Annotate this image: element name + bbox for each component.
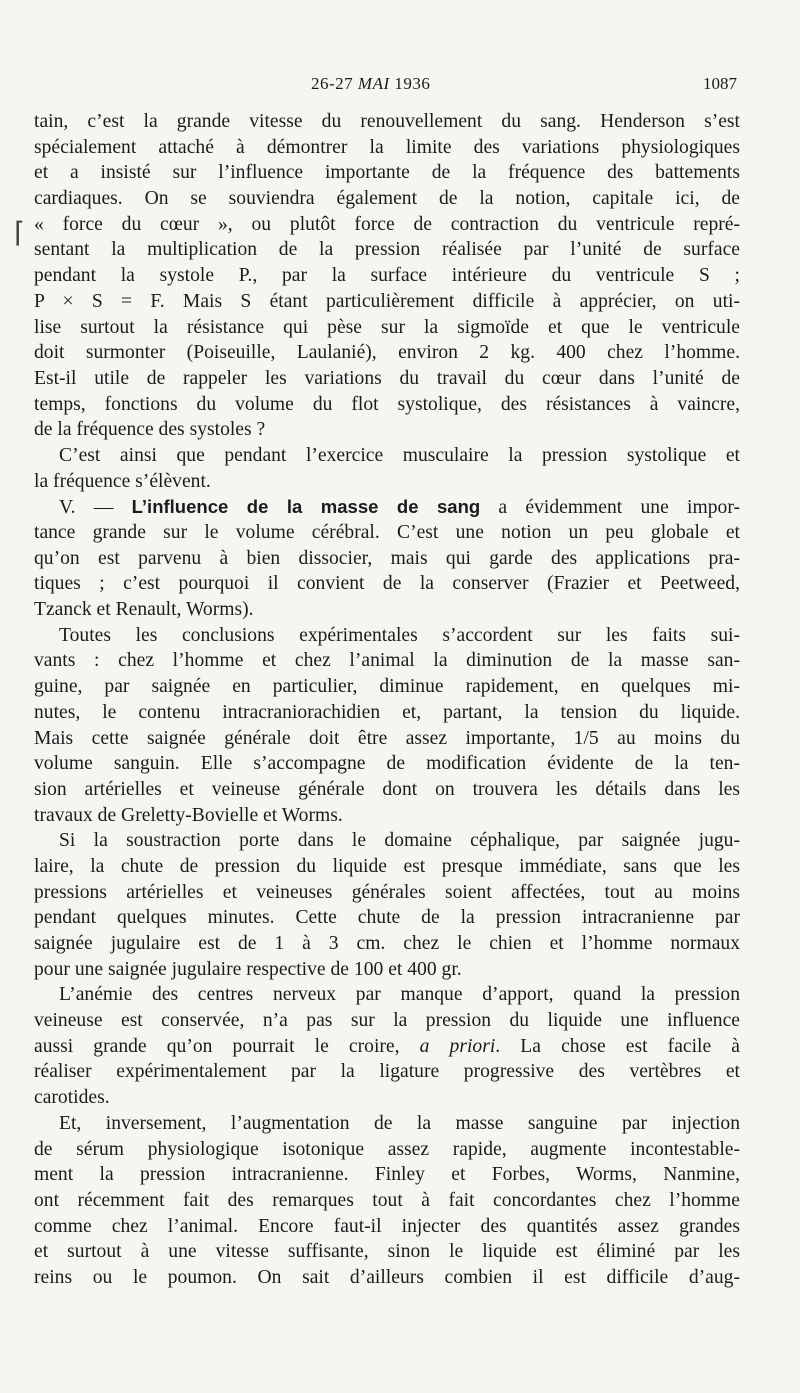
text-line: spécialement attaché à démontrer la limite des variations physiologiques: [34, 136, 740, 158]
text-line: pendant la systole P., par la surface intérieure du ventricule S ;: [34, 265, 740, 287]
text-line: de la fréquence des systoles ?: [34, 419, 266, 441]
running-header: [0, 70, 800, 96]
text-line: Est-il utile de rappeler les variations du travail du cœur dans l’unité de: [34, 367, 740, 389]
text-line: carotides.: [34, 1087, 110, 1109]
section-heading: L’influence de la masse de sang: [131, 496, 481, 518]
text-line: tance grande sur le volume cérébral. C’est une notion un peu globale et: [34, 522, 740, 543]
text-line: cardiaques. On se souviendra également de la notion, capitale ici, de: [34, 188, 740, 210]
text-line: pressions artérielles et veineuses générales soient affectées, tout au moins: [34, 881, 740, 903]
body-text: [34, 109, 740, 1291]
text-line: Si la soustraction porte dans le domaine céphalique, par saignée jugu-: [59, 830, 740, 852]
text-line: C’est ainsi que pendant l’exercice musculaire la pression systolique et: [59, 444, 740, 466]
text-line: Toutes les conclusions expérimentales s’accordent sur les faits sui-: [59, 624, 740, 646]
text-line: vants : chez l’homme et chez l’animal la diminution de la masse san-: [34, 650, 740, 672]
text-line: pendant quelques minutes. Cette chute de la pression intracranienne par: [34, 907, 740, 929]
text-line: sion artérielles et veineuse générale dont on trouvera les détails dans les: [34, 778, 740, 800]
text-line: de sérum physiologique isotonique assez rapide, augmente incontestable-: [34, 1138, 740, 1160]
header-date: 26-27 MAI 1936: [311, 74, 431, 93]
text-line: « force du cœur », ou plutôt force de contraction du ventricule repré-: [34, 213, 740, 235]
text-line: réaliser expérimentalement par la ligature progressive des vertèbres et: [34, 1061, 740, 1083]
text-line: temps, fonctions du volume du flot systolique, des résistances à vaincre,: [34, 393, 740, 415]
page-number: 1087: [703, 74, 737, 93]
text-line: Et, inversement, l’augmentation de la masse sanguine par injection: [59, 1112, 740, 1134]
text-line: volume sanguin. Elle s’accompagne de modification évidente de la ten-: [34, 753, 740, 775]
text-line: P × S = F. Mais S étant particulièrement difficile à apprécier, on uti-: [34, 290, 740, 312]
text-line: ont récemment fait des remarques tout à fait concordantes chez l’homme: [34, 1189, 740, 1211]
text-line: lise surtout la résistance qui pèse sur la sigmoïde et que le ventricule: [34, 316, 740, 338]
text-line: veineuse est conservée, n’a pas sur la pression du liquide une influence: [34, 1010, 740, 1032]
text-line: nutes, le contenu intracraniorachidien et, partant, la tension du liquide.: [34, 701, 740, 723]
text-line: qu’on est parvenu à bien dissocier, mais qui garde des applications pra-: [34, 547, 740, 569]
text-line: la fréquence s’élèvent.: [34, 470, 211, 492]
text-line: saignée jugulaire est de 1 à 3 cm. chez le chien et l’homme normaux: [34, 933, 740, 954]
text-line: et surtout à une vitesse suffisante, sinon le liquide est éliminé par les: [34, 1241, 740, 1263]
text-line: et a insisté sur l’influence importante de la fréquence des battements: [34, 162, 740, 184]
margin-bracket-mark: ⌈: [14, 216, 25, 249]
text-line: ment la pression intracranienne. Finley et Forbes, Worms, Nanmine,: [34, 1164, 740, 1186]
text-line: doit surmonter (Poiseuille, Laulanié), environ 2 kg. 400 chez l’homme.: [34, 342, 740, 364]
section-heading-line: V. — L’influence de la masse de sang a évidemment une impor-: [59, 496, 740, 519]
text-line: laire, la chute de pression du liquide est presque immédiate, sans que les: [34, 855, 740, 877]
text-line: pour une saignée jugulaire respective de 100 et 400 gr.: [34, 958, 462, 980]
text-line: reins ou le poumon. On sait d’ailleurs combien il est difficile d’aug-: [34, 1266, 740, 1288]
text-line: guine, par saignée en particulier, diminue rapidement, en quelques mi-: [34, 676, 740, 698]
text-line: travaux de Greletty-Bovielle et Worms.: [34, 804, 343, 826]
text-line: sentant la multiplication de la pression réalisée par l’unité de surface: [34, 239, 740, 261]
text-line: Mais cette saignée générale doit être assez importante, 1/5 au moins du: [34, 727, 740, 749]
italic-a-priori: a priori: [419, 1035, 496, 1057]
text-line: L’anémie des centres nerveux par manque d’apport, quand la pression: [59, 984, 740, 1006]
text-line: tiques ; c’est pourquoi il convient de la conserver (Frazier et Peetweed,: [34, 573, 740, 595]
text-line-with-italic: aussi grande qu’on pourrait le croire, a priori. La chose est facile à: [34, 1035, 740, 1057]
text-line: tain, c’est la grande vitesse du renouvellement du sang. Henderson s’est: [34, 111, 740, 132]
text-line: Tzanck et Renault, Worms).: [34, 599, 254, 621]
text-line: comme chez l’animal. Encore faut-il injecter des quantités assez grandes: [34, 1215, 740, 1237]
